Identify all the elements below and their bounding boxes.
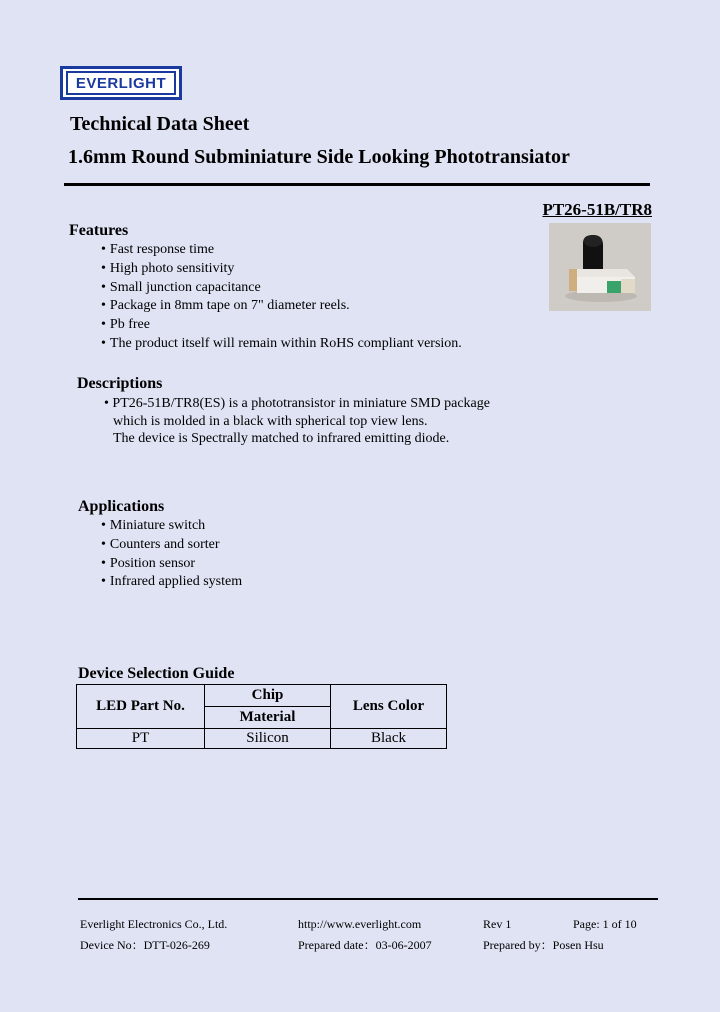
part-number: PT26-51B/TR8 [542,200,652,219]
application-item: • Counters and sorter [101,536,242,555]
header-part-no: LED Part No. [77,685,205,729]
feature-item: • Small junction capacitance [101,279,462,298]
features-list [101,241,462,354]
selection-guide-table [76,684,447,749]
document-subtitle: 1.6mm Round Subminiature Side Looking Phototransiator [68,146,570,168]
cell-lens: Black [331,729,447,749]
application-item: • Infrared applied system [101,573,242,592]
cell-part: PT [77,729,205,749]
applications-heading: Applications [78,498,165,515]
footer-rev: Rev 1 [483,917,512,931]
footer-device-no: Device No：DTT-026-269 [80,938,210,952]
description-line: The device is Spectrally matched to infrared emitting diode. [113,431,450,446]
footer-url[interactable]: http://www.everlight.com [298,917,422,931]
description-line: which is molded in a black with spherical top view lens. [113,414,428,429]
features-heading: Features [69,222,129,239]
footer-prepared-date: Prepared date：03-06-2007 [298,938,432,952]
description-line: • PT26-51B/TR8(ES) is a phototransistor in miniature SMD package [104,396,490,411]
feature-item: • The product itself will remain within RoHS compliant version. [101,335,462,354]
feature-item: • High photo sensitivity [101,260,462,279]
footer-page: Page: 1 of 10 [573,917,637,931]
feature-item: • Package in 8mm tape on 7" diameter reels. [101,297,462,316]
application-item: • Miniature switch [101,517,242,536]
header-divider [64,183,650,186]
feature-item: • Pb free [101,316,462,335]
header-lens-color: Lens Color [331,685,447,729]
footer-prepared-by: Prepared by：Posen Hsu [483,938,604,952]
selection-guide-heading: Device Selection Guide [78,665,235,682]
document-title: Technical Data Sheet [70,113,250,135]
footer-company: Everlight Electronics Co., Ltd. [80,917,228,931]
description-text: PT26-51B/TR8(ES) is a phototransistor in miniature SMD package [112,396,490,411]
table-row [77,729,447,749]
product-photo [549,223,651,311]
cell-material: Silicon [205,729,331,749]
applications-list [101,517,242,592]
footer-divider [78,898,658,900]
header-material: Material [205,707,331,729]
descriptions-heading: Descriptions [77,375,163,392]
logo-text: EVERLIGHT [66,71,176,95]
everlight-logo [60,66,182,100]
application-item: • Position sensor [101,555,242,574]
header-chip: Chip [205,685,331,707]
feature-item: • Fast response time [101,241,462,260]
